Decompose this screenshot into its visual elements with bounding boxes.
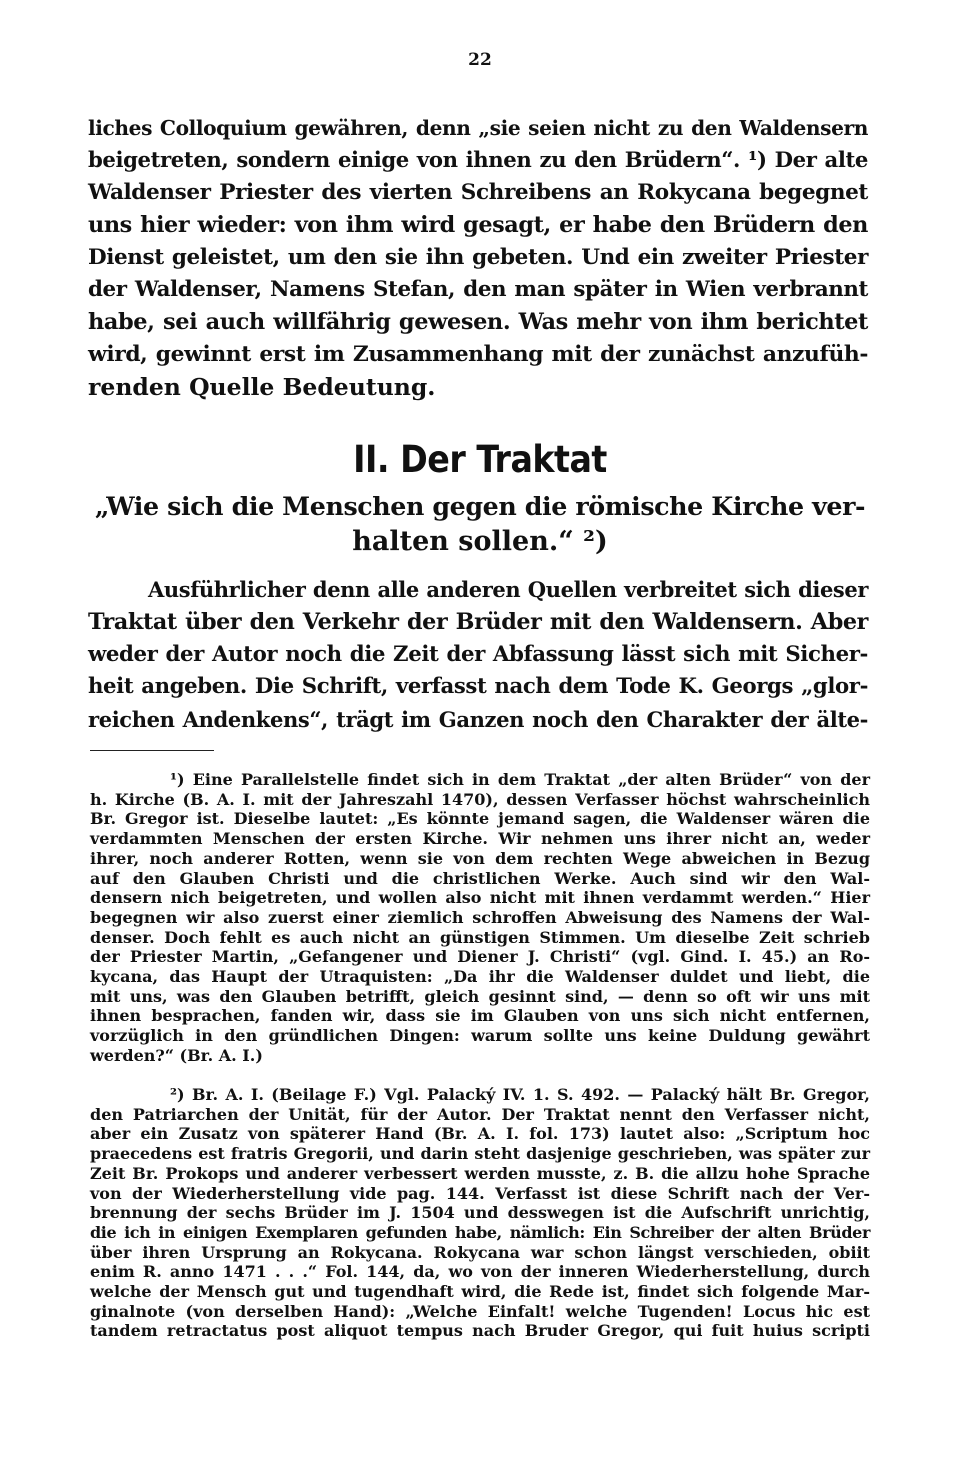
text-line: Ausführlicher denn alle anderen Quellen verbreitet sich dieser bbox=[148, 577, 868, 602]
section-subtitle bbox=[90, 488, 870, 560]
footnote-line: enim R. anno 1471 . . .“ Fol. 144, da, wo von der inneren Wiederherstellung, durch bbox=[90, 1262, 870, 1282]
footnote-line: brennung der sechs Brüder im J. 1504 und desswegen ist die Aufschrift unrichtig, bbox=[90, 1203, 870, 1223]
footnote-1 bbox=[90, 770, 870, 1066]
footnote-line: densern nich beigetreten, und wollen also nicht mit ihnen verdammt werden.“ Hier bbox=[90, 888, 870, 908]
footnote-line: ginalnote (von derselben Hand): „Welche Einfalt! welche Tugenden! Locus hic est bbox=[90, 1301, 870, 1321]
footnote-line: vorzüglich in den gründlichen Dingen: warum sollte uns keine Duldung gewährt bbox=[90, 1026, 870, 1046]
footnote-line: über ihren Ursprung an Rokycana. Rokycana war schon längst verschieden, obiit bbox=[90, 1242, 870, 1262]
footnote-line: werden?“ (Br. A. I.) bbox=[90, 1045, 263, 1065]
text-line: der Waldenser, Namens Stefan, den man später in Wien verbrannt bbox=[88, 277, 868, 303]
text-line: renden Quelle Bedeutung. bbox=[88, 373, 436, 402]
footnote-divider bbox=[90, 750, 214, 751]
subtitle-line: halten sollen.“ ²) bbox=[352, 526, 608, 557]
footnote-2 bbox=[90, 1085, 870, 1341]
footnote-line: ²) Br. A. I. (Beilage F.) Vgl. Palacký IV. 1. S. 492. — Palacký hält Br. Gregor, bbox=[170, 1085, 870, 1104]
text-line: Waldenser Priester des vierten Schreibens an Rokycana begegnet bbox=[88, 179, 868, 205]
paragraph-1 bbox=[88, 112, 868, 404]
footnote-line: kycana, das Haupt der Utraquisten: „Da ihr die Waldenser duldet und liebt, die bbox=[90, 967, 870, 987]
text-line: beigetreten, sondern einige von ihnen zu den Brüdern“. ¹) Der alte bbox=[88, 147, 868, 173]
footnote-line: Br. Gregor ist. Dieselbe lautet: „Es könnte jemand sagen, die Waldenser wären die bbox=[90, 809, 870, 829]
footnote-line: aber ein Zusatz von späterer Hand (Br. A. I. fol. 173) lautet also: „Scriptum hoc bbox=[90, 1124, 870, 1144]
paragraph-2 bbox=[88, 574, 868, 736]
footnote-line: von der Wiederherstellung vide pag. 144. Verfasst ist diese Schrift nach der Ver- bbox=[90, 1183, 870, 1203]
text-line: liches Colloquium gewähren, denn „sie seien nicht zu den Waldensern bbox=[88, 116, 868, 140]
text-line: reichen Andenkens“, trägt im Ganzen noch den Charakter der älte- bbox=[88, 706, 868, 732]
text-line: heit angeben. Die Schrift, verfasst nach dem Tode K. Georgs „glor- bbox=[88, 674, 868, 700]
text-line: habe, sei auch willfährig gewesen. Was mehr von ihm berichtet bbox=[88, 309, 868, 336]
footnote-line: den Patriarchen der Unität, für der Autor. Der Traktat nennt den Verfasser nicht, bbox=[90, 1104, 870, 1124]
footnote-line: die ich in einigen Exemplaren gefunden habe, nämlich: Ein Schreiber der alten Brüder bbox=[90, 1222, 870, 1242]
text-line: weder der Autor noch die Zeit der Abfassung lässt sich mit Sicher- bbox=[88, 641, 868, 667]
subtitle-line: „Wie sich die Menschen gegen die römische Kirche ver- bbox=[94, 491, 866, 521]
footnote-line: Zeit Br. Prokops und anderer verbessert werden musste, z. B. die allzu hohe Sprache bbox=[90, 1163, 870, 1183]
footnote-line: denser. Doch fehlt es auch nicht an günstigen Stimmen. Um dieselbe Zeit schrieb bbox=[90, 927, 870, 947]
footnote-line: ¹) Eine Parallelstelle findet sich in dem Traktat „der alten Brüder“ von der bbox=[170, 770, 870, 789]
footnote-line: der Priester Martin, „Gefangener und Diener J. Christi“ (vgl. Gind. I. 45.) an Ro- bbox=[90, 947, 870, 967]
footnote-line: verdammten Menschen der ersten Kirche. Wir nehmen uns ihrer nicht an, weder bbox=[90, 829, 870, 849]
text-line: Dienst geleistet, um den sie ihn gebeten. Und ein zweiter Priester bbox=[88, 244, 868, 270]
footnote-line: mit uns, was den Glauben betrifft, gleich gesinnt sind, — denn so oft wir uns mit bbox=[90, 986, 870, 1006]
footnote-line: h. Kirche (B. A. I. mit der Jahreszahl 1470), dessen Verfasser höchst wahrscheinlich bbox=[90, 789, 870, 809]
footnote-line: ihnen besprachen, fanden wir, dass sie im Glauben von uns sich nicht entfernen, bbox=[90, 1006, 870, 1026]
text-line: uns hier wieder: von ihm wird gesagt, er habe den Brüdern den bbox=[88, 212, 868, 239]
footnote-line: begegnen wir also zuerst einer ziemlich schroffen Abweisung des Namens der Wal- bbox=[90, 907, 870, 927]
text-line: Traktat über den Verkehr der Brüder mit den Waldensern. Aber bbox=[88, 609, 868, 636]
footnote-line: ihrer, noch anderer Rotten, wenn sie von dem rechten Wege abweichen in Bezug bbox=[90, 848, 870, 868]
footnote-line: praecedens est fratris Gregorii, und darin steht dasjenige geschrieben, was später zur bbox=[90, 1144, 870, 1164]
footnote-line: welche der Mensch gut und tugendhaft wird, die Rede ist, findet sich folgende Mar- bbox=[90, 1282, 870, 1302]
footnote-line: auf den Glauben Christi und die christlichen Werke. Auch sind wir den Wal- bbox=[90, 868, 870, 888]
text-line: wird, gewinnt erst im Zusammenhang mit der zunächst anzufüh- bbox=[88, 341, 868, 367]
footnote-line: tandem retractatus post aliquot tempus nach Bruder Gregor, qui fuit huius scripti bbox=[90, 1321, 870, 1341]
page-number: 22 bbox=[468, 50, 492, 70]
section-heading: II. Der Traktat bbox=[353, 438, 607, 481]
